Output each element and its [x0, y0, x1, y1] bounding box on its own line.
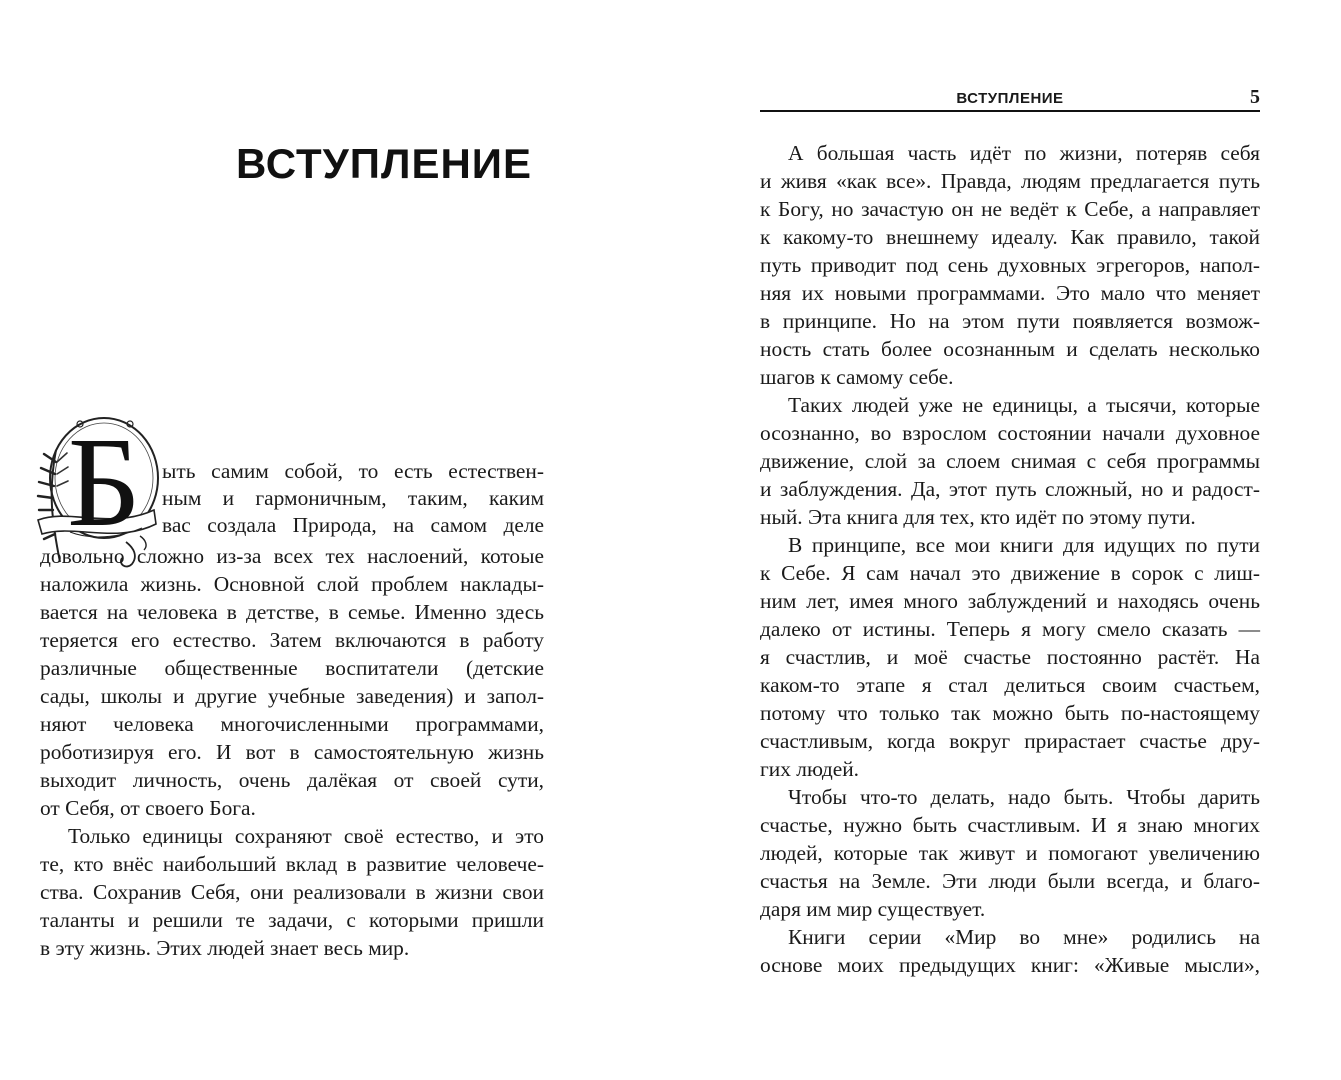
text-line: А большая часть идёт по жизни, потеряв себя: [788, 141, 1260, 165]
text-line: к какому-то внешнему идеалу. Как правило, такой: [760, 225, 1260, 249]
text-line: теряется его естество. Затем включаются в работу: [40, 628, 544, 652]
text-line: от Себя, от своего Бога.: [40, 796, 256, 820]
text-line: те, кто внёс наибольший вклад в развитие человече-: [40, 852, 544, 876]
text-line: даря им мир существует.: [760, 897, 986, 921]
text-line: путь приводит под сень духовных эгрегоров, напол-: [760, 253, 1260, 277]
text-line: и живя «как все». Правда, людям предлагается путь: [760, 169, 1260, 193]
left-page: [0, 0, 670, 1080]
text-line: ыть самим собой, то есть естествен-: [162, 459, 544, 483]
text-line: наложила жизнь. Основной слой проблем наклады-: [40, 572, 544, 596]
text-line: ным и гармоничным, таким, каким: [162, 486, 544, 510]
text-line: ный. Эта книга для тех, кто идёт по этому пути.: [760, 505, 1196, 529]
running-head: [760, 88, 1260, 112]
right-page: [670, 0, 1341, 1080]
text-line: счастья на Земле. Эти люди были всегда, и благо-: [760, 869, 1260, 893]
text-line: основе моих предыдущих книг: «Живые мысли»,: [760, 953, 1260, 977]
text-line: каком-то этапе я стал делиться своим счастьем,: [760, 673, 1260, 697]
text-line: В принципе, все мои книги для идущих по пути: [788, 533, 1260, 557]
text-line: гих людей.: [760, 757, 860, 781]
text-line: вас создала Природа, на самом деле: [162, 513, 544, 537]
drop-cap-letter: Б: [67, 411, 141, 553]
text-line: потому что только так можно быть по-настоящему: [760, 701, 1260, 725]
page-number: 5: [1250, 86, 1260, 108]
running-head-title: ВСТУПЛЕНИЕ: [956, 90, 1064, 107]
text-line: таланты и решили те задачи, с которыми пришли: [40, 908, 544, 932]
text-line: шагов к самому себе.: [760, 365, 954, 389]
text-line: осознанно, во взрослом состоянии начали духовное: [760, 421, 1260, 445]
chapter-title: ВСТУПЛЕНИЕ: [236, 140, 533, 187]
text-line: счастье, нужно быть счастливым. И я знаю многих: [760, 813, 1260, 837]
text-line: сады, школы и другие учебные заведения) и запол-: [40, 684, 544, 708]
text-line: далеко от истины. Теперь я могу смело сказать —: [760, 617, 1260, 641]
text-line: няют человека многочисленными программами,: [40, 712, 544, 736]
text-line: движение, слой за слоем снимая с себя программы: [760, 449, 1260, 473]
text-line: роботизируя его. И вот в самостоятельную жизнь: [40, 740, 544, 764]
text-line: я счастлив, и моё счастье постоянно растёт. На: [760, 645, 1260, 669]
text-line: к Себе. Я сам начал это движение в сорок с лиш-: [760, 561, 1260, 585]
text-line: выходит личность, очень далёкая от своей сути,: [40, 768, 544, 792]
text-line: Таких людей уже не единицы, а тысячи, которые: [788, 393, 1260, 417]
text-line: ним лет, имея много заблуждений и находясь очень: [760, 589, 1260, 613]
text-line: Только единицы сохраняют своё естество, и это: [68, 824, 544, 848]
text-line: в эту жизнь. Этих людей знает весь мир.: [40, 936, 410, 960]
text-line: различные общественные воспитатели (детские: [40, 656, 544, 680]
text-line: ства. Сохранив Себя, они реализовали в жизни свои: [40, 880, 544, 904]
text-line: Книги серии «Мир во мне» родились на: [788, 925, 1260, 949]
text-line: людей, которые так живут и помогают увеличению: [760, 841, 1260, 865]
text-line: няя их новыми программами. Это мало что меняет: [760, 281, 1260, 305]
text-line: вается на человека в детстве, в семье. Именно здесь: [40, 600, 544, 624]
text-line: ность стать более осознанным и сделать несколько: [760, 337, 1260, 361]
text-line: в принципе. Но на этом пути появляется возмож-: [760, 309, 1260, 333]
text-line: и заблуждения. Да, этот путь сложный, но и радост-: [760, 477, 1260, 501]
text-line: счастливым, когда вокруг прирастает счастье дру-: [760, 729, 1260, 753]
text-line: Чтобы что-то делать, надо быть. Чтобы дарить: [788, 785, 1260, 809]
text-line: довольно сложно из-за всех тех наслоений, котоые: [40, 544, 544, 568]
text-line: к Богу, но зачастую он не ведёт к Себе, а направляет: [760, 197, 1260, 221]
